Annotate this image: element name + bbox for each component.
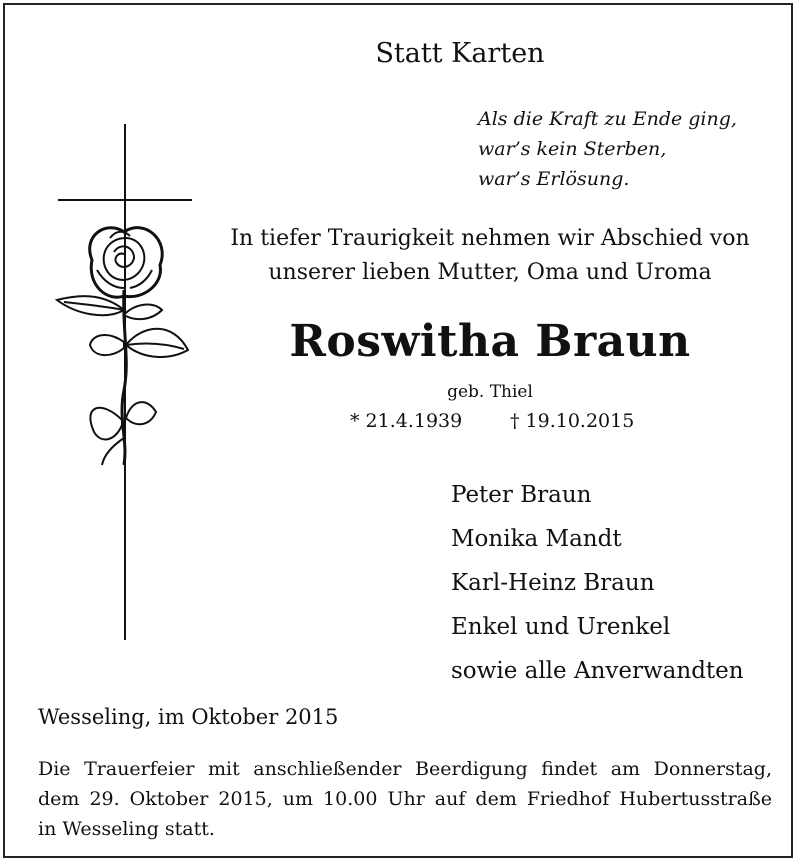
- intro-text: [190, 222, 790, 290]
- quote-line: war’s Erlösung.: [478, 168, 630, 190]
- service-line: in Wesseling statt.: [38, 818, 215, 840]
- intro-line: unserer lieben Mutter, Oma und Uroma: [268, 260, 712, 285]
- intro-line: In tiefer Traurigkeit nehmen wir Abschied von: [230, 226, 750, 251]
- family-member: Peter Braun: [451, 482, 592, 508]
- service-line: Die Trauerfeier mit anschließender Beerdigung findet am Donnerstag,: [38, 758, 772, 780]
- rose-icon: [57, 228, 188, 465]
- family-member: Monika Mandt: [451, 526, 622, 552]
- cross-with-rose: [52, 120, 202, 645]
- header-title: Statt Karten: [375, 38, 545, 69]
- deceased-name: Roswitha Braun: [289, 316, 691, 367]
- family-member: Enkel und Urenkel: [451, 614, 671, 640]
- family-list: [451, 473, 744, 693]
- family-member: Karl-Heinz Braun: [451, 570, 655, 596]
- memorial-quote: [478, 104, 737, 194]
- maiden-name: geb. Thiel: [447, 382, 533, 402]
- family-member: sowie alle Anverwandten: [451, 658, 744, 684]
- birth-date: * 21.4.1939: [350, 410, 463, 432]
- quote-line: war’s kein Sterben,: [478, 138, 667, 160]
- quote-line: Als die Kraft zu Ende ging,: [478, 108, 737, 130]
- place-date: Wesseling, im Oktober 2015: [38, 705, 339, 729]
- service-line: dem 29. Oktober 2015, um 10.00 Uhr auf dem Friedhof Hubertusstraße: [38, 788, 772, 810]
- death-date: † 19.10.2015: [510, 410, 635, 432]
- service-info: [38, 754, 772, 844]
